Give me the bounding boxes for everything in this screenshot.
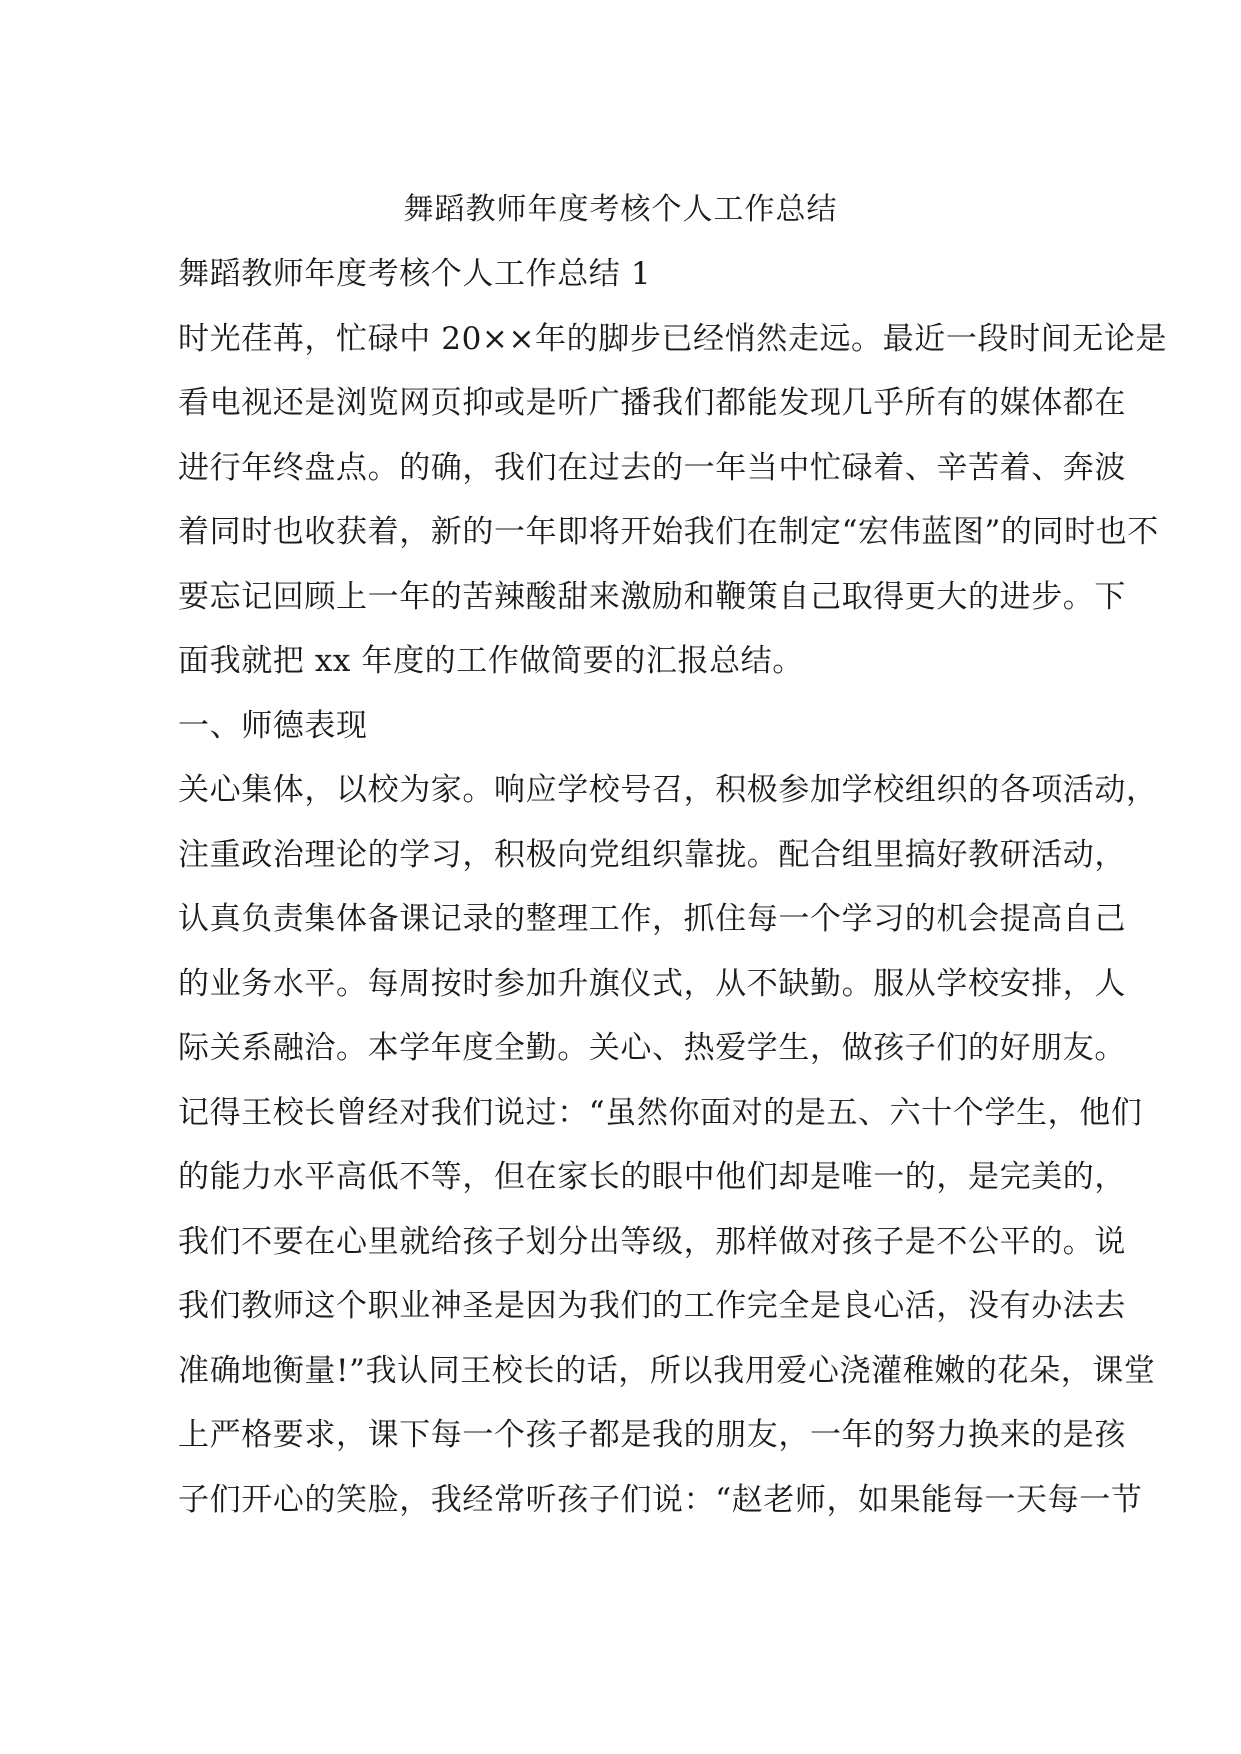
paragraph-line: 际关系融洽。本学年度全勤。关心、热爱学生，做孩子们的好朋友。 (178, 1030, 1126, 1066)
paragraph-line: 进行年终盘点。的确，我们在过去的一年当中忙碌着、辛苦着、奔波 (178, 449, 1126, 486)
paragraph-line: 上严格要求，课下每一个孩子都是我的朋友，一年的努力换来的是孩 (178, 1417, 1126, 1453)
paragraph-line: 关心集体，以校为家。响应学校号召，积极参加学校组织的各项活动， (178, 772, 1158, 808)
paragraph-line: 记得王校长曾经对我们说过：“虽然你面对的是五、六十个学生，他们 (178, 1094, 1143, 1131)
section-heading: 舞蹈教师年度考核个人工作总结 1 (178, 256, 652, 292)
paragraph-line: 的能力水平高低不等，但在家长的眼中他们却是唯一的，是完美的， (178, 1159, 1126, 1195)
paragraph-line: 我们教师这个职业神圣是因为我们的工作完全是良心活，没有办法去 (178, 1288, 1126, 1324)
paragraph-line: 看电视还是浏览网页抑或是听广播我们都能发现几乎所有的媒体都在 (178, 385, 1126, 421)
paragraph-line: 着同时也收获着，新的一年即将开始我们在制定“宏伟蓝图”的同时也不 (178, 514, 1159, 550)
paragraph-line: 认真负责集体备课记录的整理工作，抓住每一个学习的机会提高自己 (178, 901, 1126, 937)
paragraph-line: 要忘记回顾上一年的苦辣酸甜来激励和鞭策自己取得更大的进步。下 (178, 578, 1126, 615)
section-heading: 一、师德表现 (178, 707, 368, 744)
paragraph-line: 子们开心的笑脸，我经常听孩子们说：“赵老师，如果能每一天每一节 (178, 1481, 1143, 1518)
document-body (178, 252, 1168, 1542)
paragraph-line: 准确地衡量!”我认同王校长的话，所以我用爱心浇灌稚嫩的花朵，课堂 (178, 1352, 1156, 1389)
paragraph-line: 注重政治理论的学习，积极向党组织靠拢。配合组里搞好教研活动， (178, 836, 1126, 873)
document-title: 舞蹈教师年度考核个人工作总结 (403, 192, 838, 227)
paragraph-line: 时光荏苒，忙碌中 20××年的脚步已经悄然走远。最近一段时间无论是 (178, 320, 1168, 357)
paragraph-line: 的业务水平。每周按时参加升旗仪式，从不缺勤。服从学校安排，人 (178, 965, 1126, 1002)
paragraph-line: 面我就把 xx 年度的工作做简要的汇报总结。 (178, 643, 804, 679)
paragraph-line: 我们不要在心里就给孩子划分出等级，那样做对孩子是不公平的。说 (178, 1223, 1126, 1260)
